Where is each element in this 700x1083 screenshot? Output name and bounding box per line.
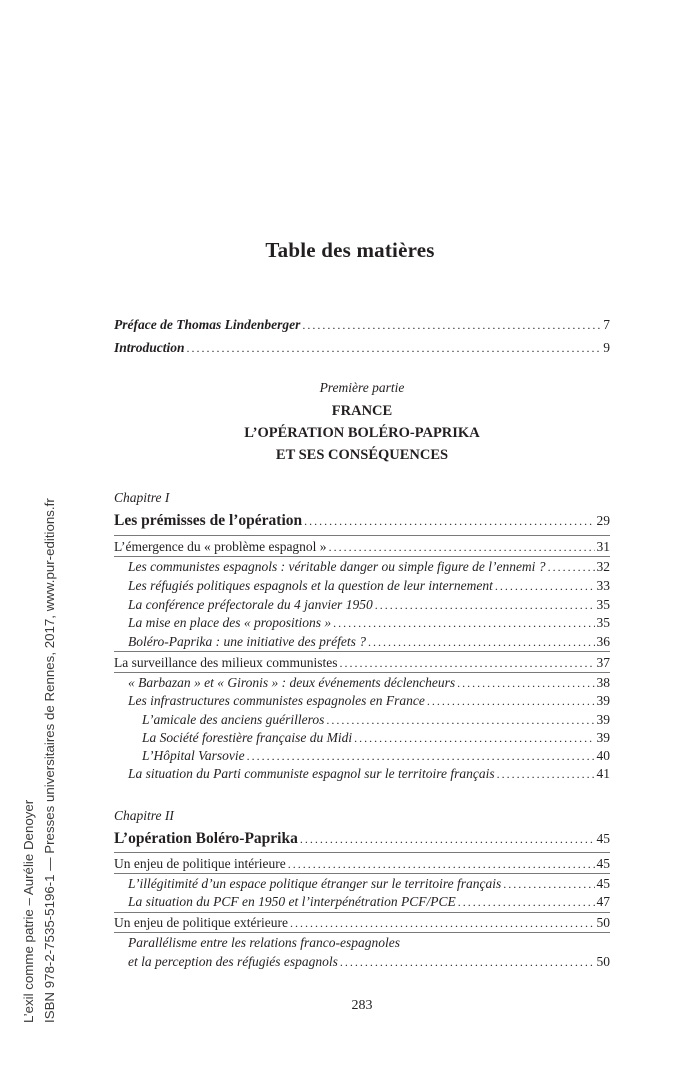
dot-leader [326, 711, 594, 729]
part-title-line: L’OPÉRATION BOLÉRO-PAPRIKA [244, 425, 480, 441]
toc-entry-page: 47 [596, 894, 610, 909]
dot-leader [457, 674, 594, 692]
toc-entry-page: 41 [596, 766, 610, 781]
toc-entry-title: La Société forestière française du Midi [142, 730, 353, 745]
toc-entry-page: 31 [596, 539, 610, 554]
toc-entry-page: 7 [603, 317, 610, 332]
toc-entry-page: 35 [596, 597, 610, 612]
dot-leader [548, 558, 595, 576]
toc-subsubsection[interactable] [142, 747, 610, 765]
toc-entry-page: 32 [596, 559, 610, 574]
sidebar-isbn-publisher: ISBN 978-2-7535-5196-1 — Presses universitaires de Rennes, 2017, www.pur-editions.fr [42, 498, 57, 1023]
toc-subsubsection[interactable] [142, 711, 610, 729]
toc-entry-page: 45 [596, 856, 610, 871]
toc-entry-preface[interactable] [114, 316, 610, 334]
divider [114, 932, 610, 933]
toc-entry-title: La conférence préfectorale du 4 janvier 1950 [128, 597, 373, 612]
dot-leader [302, 316, 601, 334]
chapter-label: Chapitre I [114, 490, 170, 505]
toc-subsection[interactable] [128, 692, 610, 710]
page-number: 283 [351, 998, 373, 1013]
toc-entry-title: et la perception des réfugiés espagnols [128, 954, 338, 969]
toc-entry-page: 39 [596, 730, 610, 745]
toc-entry-title: La situation du PCF en 1950 et l’interpénétration PCF/PCE [128, 894, 456, 909]
toc-entry-title: Préface de Thomas Lindenberger [114, 317, 301, 332]
toc-subsection[interactable] [128, 953, 610, 971]
dot-leader [187, 339, 602, 357]
toc-subsection[interactable] [128, 614, 610, 632]
dot-leader [333, 614, 594, 632]
toc-subsection-wrapped-line[interactable]: Parallélisme entre les relations franco-espagnoles [128, 935, 400, 950]
dot-leader [300, 830, 595, 848]
chapter-title-entry[interactable] [114, 830, 610, 848]
toc-entry-title: « Barbazan » et « Gironis » : deux événements déclencheurs [128, 675, 456, 690]
dot-leader [288, 855, 595, 873]
toc-entry-page: 45 [596, 831, 610, 846]
toc-entry-page: 40 [596, 748, 610, 763]
divider [114, 873, 610, 874]
toc-entry-title: La surveillance des milieux communistes [114, 655, 338, 670]
toc-subsection[interactable] [128, 596, 610, 614]
part-title-line: FRANCE [331, 403, 393, 419]
dot-leader [495, 577, 595, 595]
toc-entry-page: 36 [596, 634, 610, 649]
toc-section[interactable] [114, 654, 610, 672]
toc-entry-page: 50 [596, 915, 610, 930]
toc-entry-title: Les communistes espagnols : véritable danger ou simple figure de l’ennemi ? [128, 559, 546, 574]
part-label: Première partie [319, 380, 405, 395]
chapter-title-entry[interactable] [114, 512, 610, 530]
toc-subsection[interactable] [128, 633, 610, 651]
chapter-title: Les prémisses de l’opération [114, 512, 303, 529]
toc-entry-title: Boléro-Paprika : une initiative des préfets ? [128, 634, 366, 649]
toc-subsection[interactable] [128, 558, 610, 576]
toc-entry-title: Les infrastructures communistes espagnoles en France [128, 693, 425, 708]
divider [114, 535, 610, 536]
toc-entry-title: L’émergence du « problème espagnol » [114, 539, 327, 554]
toc-entry-page: 50 [596, 954, 610, 969]
toc-entry-title: Introduction [114, 340, 185, 355]
toc-subsection[interactable] [128, 577, 610, 595]
dot-leader [329, 538, 595, 556]
toc-entry-page: 33 [596, 578, 610, 593]
toc-entry-title: Un enjeu de politique intérieure [114, 856, 286, 871]
toc-entry-title: L’Hôpital Varsovie [142, 748, 245, 763]
divider [114, 651, 610, 652]
toc-entry-page: 38 [596, 675, 610, 690]
dot-leader [354, 729, 594, 747]
toc-entry-page: 35 [596, 615, 610, 630]
toc-entry-page: 29 [596, 513, 610, 528]
toc-subsection[interactable] [128, 875, 610, 893]
toc-subsection[interactable] [128, 765, 610, 783]
toc-entry-title: La situation du Parti communiste espagnol sur le territoire français [128, 766, 495, 781]
dot-leader [247, 747, 595, 765]
dot-leader [503, 875, 594, 893]
dot-leader [340, 953, 595, 971]
toc-entry-title: Un enjeu de politique extérieure [114, 915, 288, 930]
dot-leader [368, 633, 595, 651]
part-title-line: ET SES CONSÉQUENCES [275, 447, 449, 463]
toc-entry-title: L’illégitimité d’un espace politique étranger sur le territoire français [128, 876, 502, 891]
toc-entry-introduction[interactable] [114, 339, 610, 357]
toc-entry-page: 39 [596, 712, 610, 727]
dot-leader [304, 512, 594, 530]
chapter-label: Chapitre II [114, 808, 174, 823]
toc-section[interactable] [114, 538, 610, 556]
divider [114, 912, 610, 913]
toc-entry-page: 45 [596, 876, 610, 891]
divider [114, 672, 610, 673]
dot-leader [427, 692, 595, 710]
toc-entry-title: L’amicale des anciens guérilleros [142, 712, 325, 727]
toc-entry-title: La mise en place des « propositions » [128, 615, 332, 630]
divider [114, 852, 610, 853]
toc-subsection[interactable] [128, 674, 610, 692]
toc-entry-page: 9 [603, 340, 610, 355]
toc-entry-page: 37 [596, 655, 610, 670]
dot-leader [375, 596, 595, 614]
toc-entry-page: 39 [596, 693, 610, 708]
toc-section[interactable] [114, 855, 610, 873]
dot-leader [458, 893, 595, 911]
page-title: Table des matières [265, 238, 435, 262]
toc-subsection[interactable] [128, 893, 610, 911]
toc-section[interactable] [114, 914, 610, 932]
dot-leader [339, 654, 594, 672]
chapter-title: L’opération Boléro-Paprika [114, 830, 298, 847]
toc-entry-title: Les réfugiés politiques espagnols et la question de leur internement [128, 578, 493, 593]
dot-leader [290, 914, 595, 932]
sidebar-book-credit: L’exil comme patrie – Aurélie Denoyer [21, 799, 36, 1023]
toc-subsubsection[interactable] [142, 729, 610, 747]
dot-leader [497, 765, 595, 783]
divider [114, 556, 610, 557]
copyright-sidebar [18, 498, 60, 1023]
